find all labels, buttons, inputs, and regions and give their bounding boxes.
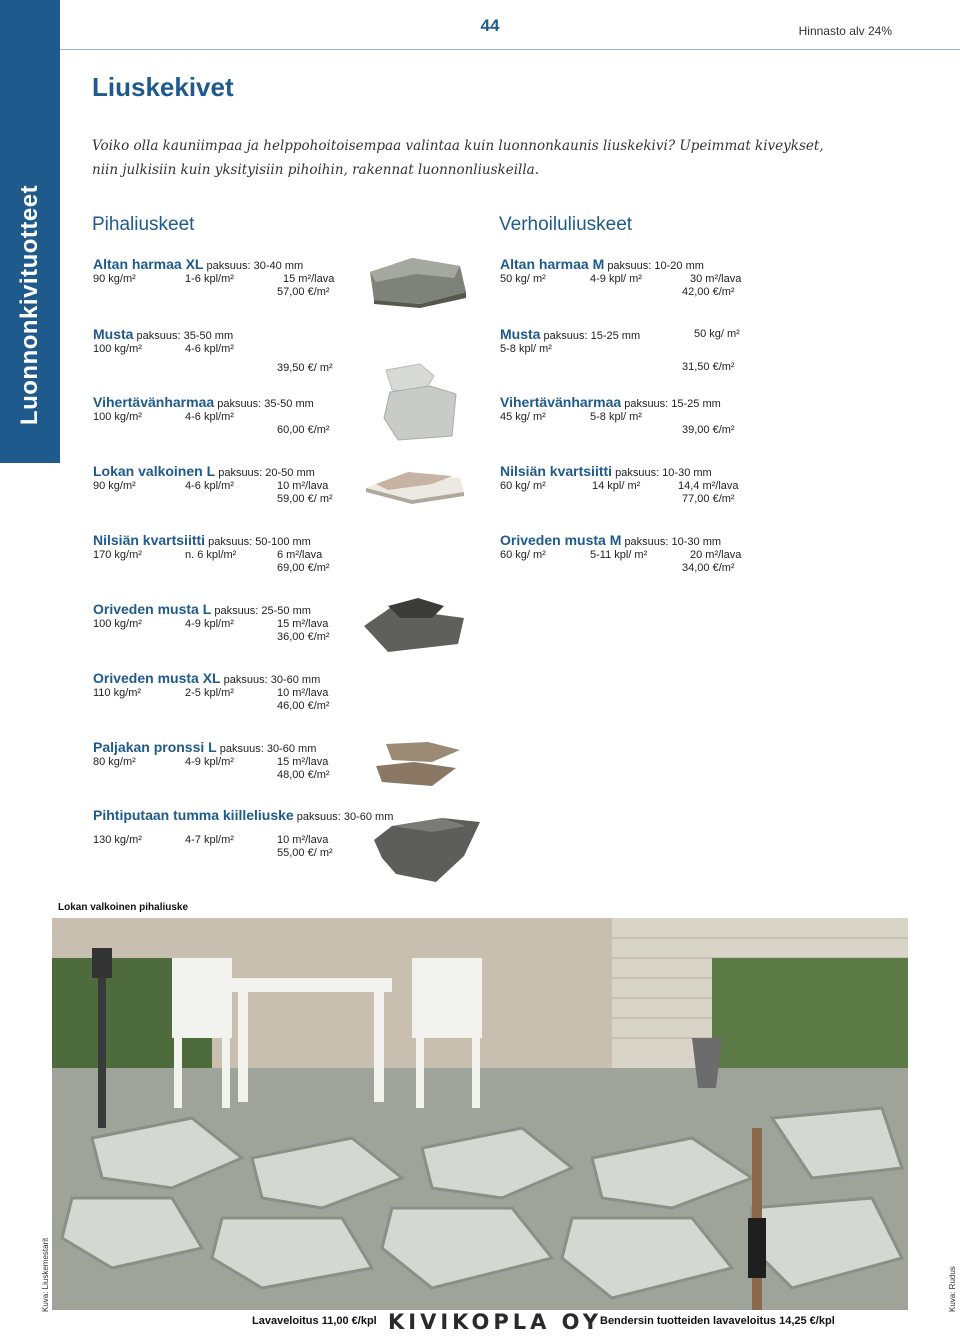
- product-altan-harmaa-xl: [93, 258, 353, 299]
- product-name: Oriveden musta L: [93, 601, 212, 617]
- product-pallet: 10 m²/lava: [277, 834, 329, 846]
- section-title-pihaliuskeet: Pihaliuskeet: [92, 214, 195, 235]
- product-thickness: paksuus: 50-100 mm: [208, 536, 311, 548]
- product-pcs: 1-6 kpl/m²: [185, 273, 234, 285]
- product-weight: 100 kg/m²: [93, 618, 142, 630]
- product-weight: 90 kg/m²: [93, 273, 136, 285]
- product-name: Paljakan pronssi L: [93, 739, 217, 755]
- product-nilsian-kvartsiitti: [93, 534, 353, 575]
- product-weight: 60 kg/ m²: [500, 480, 546, 492]
- photo-credit-right: Kuva: Rudus: [948, 1266, 957, 1312]
- stone-image-altan-harmaa: [362, 252, 468, 308]
- product-name: Musta: [500, 326, 541, 342]
- product-price: 42,00 €/m²: [682, 286, 735, 298]
- product-pcs: 5-8 kpl/ m²: [590, 411, 642, 423]
- sidebar-label: Luonnonkivituotteet: [16, 184, 43, 426]
- product-weight: 80 kg/m²: [93, 756, 136, 768]
- product-name: Oriveden musta XL: [93, 670, 221, 686]
- product-pcs: 4-6 kpl/m²: [185, 343, 234, 355]
- intro-text: Voiko olla kauniimpaa ja helppohoitoisempaa valintaa kuin luonnonkaunis liuskekivi? Upeimmat kiveykset, niin julkisiin kuin yksityisiin pihoihin, rakennat luonnonliuskeilla.: [92, 138, 824, 178]
- product-musta: [93, 328, 353, 375]
- product-pallet: 20 m²/lava: [690, 549, 742, 561]
- product-pcs: 2-5 kpl/m²: [185, 687, 234, 699]
- price-list-note: Hinnasto alv 24%: [798, 24, 892, 38]
- product-weight: 50 kg/ m²: [694, 328, 740, 340]
- product-altan-harmaa-m: [500, 258, 760, 299]
- stone-image-lokan-valkoinen: [362, 468, 468, 504]
- product-price: 48,00 €/m²: [277, 769, 330, 781]
- product-weight: 110 kg/m²: [93, 687, 142, 699]
- product-thickness: paksuus: 10-30 mm: [624, 536, 722, 548]
- patio-illustration: [52, 918, 908, 1310]
- product-price: 34,00 €/m²: [682, 562, 735, 574]
- product-pcs: 5-11 kpl/ m²: [590, 549, 648, 561]
- product-name: Oriveden musta M: [500, 532, 622, 548]
- product-name: Vihertävänharmaa: [500, 394, 622, 410]
- product-paljakan-pronssi-l: [93, 741, 353, 782]
- product-thickness: paksuus: 35-50 mm: [136, 330, 234, 342]
- page-number: 44: [480, 16, 500, 35]
- product-pcs: 5-8 kpl/ m²: [500, 343, 552, 355]
- product-name: Vihertävänharmaa: [93, 394, 215, 410]
- product-price: 39,00 €/m²: [682, 424, 735, 436]
- product-weight: 170 kg/m²: [93, 549, 142, 561]
- product-pallet: 15 m²/lava: [277, 756, 329, 768]
- product-pcs: 4-6 kpl/m²: [185, 411, 234, 423]
- product-name: Nilsiän kvartsiitti: [93, 532, 206, 548]
- product-thickness: paksuus: 30-60 mm: [223, 674, 321, 686]
- product-pallet: 6 m²/lava: [277, 549, 323, 561]
- stone-image-vihertavanharmaa: [380, 362, 460, 442]
- product-pallet: 15 m²/lava: [277, 618, 329, 630]
- product-vihertavanharmaa: [93, 396, 353, 437]
- product-pallet: 10 m²/lava: [277, 480, 329, 492]
- product-pcs: 4-9 kpl/m²: [185, 618, 234, 630]
- product-lokan-valkoinen-l: [93, 465, 353, 506]
- product-pallet: 10 m²/lava: [277, 687, 329, 699]
- product-oriveden-musta-m: [500, 534, 760, 575]
- patio-photo: [52, 918, 908, 1310]
- section-title-verhoiluliuskeet: Verhoiluliuskeet: [499, 214, 633, 235]
- page-title: Liuskekivet: [92, 72, 234, 102]
- product-name: Pihtiputaan tumma kiilleliuske: [93, 807, 294, 823]
- product-price: 59,00 €/ m²: [277, 493, 333, 505]
- product-pcs: 4-9 kpl/ m²: [590, 273, 642, 285]
- product-thickness: paksuus: 15-25 mm: [543, 330, 641, 342]
- product-pcs: 4-9 kpl/m²: [185, 756, 234, 768]
- product-thickness: paksuus: 30-40 mm: [206, 260, 304, 272]
- product-name: Lokan valkoinen L: [93, 463, 216, 479]
- stone-image-oriveden-musta: [360, 596, 466, 656]
- product-thickness: paksuus: 25-50 mm: [214, 605, 311, 617]
- product-thickness: paksuus: 10-30 mm: [615, 467, 712, 479]
- product-price: 55,00 €/ m²: [277, 847, 333, 859]
- product-weight: 130 kg/m²: [93, 834, 142, 846]
- product-price: 46,00 €/m²: [277, 700, 330, 712]
- footer-pallet-fee: Lavaveloitus 11,00 €/kpl: [252, 1315, 377, 1327]
- product-oriveden-musta-xl: [93, 672, 353, 713]
- product-thickness: paksuus: 30-60 mm: [296, 811, 394, 823]
- product-vihertavanharmaa-verhoilu: [500, 396, 760, 437]
- product-weight: 100 kg/m²: [93, 411, 142, 423]
- product-name: Musta: [93, 326, 134, 342]
- product-price: 31,50 €/m²: [682, 361, 735, 373]
- stone-image-pihtiputaan: [372, 808, 482, 888]
- product-thickness: paksuus: 35-50 mm: [217, 398, 314, 410]
- product-weight: 50 kg/ m²: [500, 273, 546, 285]
- product-weight: 60 kg/ m²: [500, 549, 546, 561]
- product-thickness: paksuus: 30-60 mm: [219, 743, 317, 755]
- product-nilsian-kvartsiitti-verhoilu: [500, 465, 760, 506]
- product-name: Altan harmaa M: [500, 256, 605, 272]
- photo-credit-left: Kuva: Liuskemestarit: [41, 1237, 50, 1312]
- product-pcs: 14 kpl/ m²: [592, 480, 641, 492]
- product-price: 69,00 €/m²: [277, 562, 330, 574]
- product-oriveden-musta-l: [93, 603, 353, 644]
- stone-image-paljakan-pronssi: [372, 740, 464, 790]
- photo-caption: Lokan valkoinen pihaliuske: [58, 902, 189, 913]
- product-weight: 45 kg/ m²: [500, 411, 546, 423]
- product-price: 39,50 €/ m²: [277, 362, 333, 374]
- product-pallet: 15 m²/lava: [283, 273, 335, 285]
- product-pcs: 4-7 kpl/m²: [185, 834, 234, 846]
- product-musta-verhoilu: [500, 328, 760, 374]
- product-price: 77,00 €/m²: [682, 493, 735, 505]
- product-price: 60,00 €/m²: [277, 424, 330, 436]
- product-pcs: 4-6 kpl/m²: [185, 480, 234, 492]
- product-price: 36,00 €/m²: [277, 631, 330, 643]
- product-weight: 90 kg/m²: [93, 480, 136, 492]
- product-thickness: paksuus: 15-25 mm: [624, 398, 721, 410]
- product-thickness: paksuus: 20-50 mm: [218, 467, 315, 479]
- footer-benders-fee: Bendersin tuotteiden lavaveloitus 14,25 €/kpl: [600, 1315, 835, 1327]
- product-pallet: 14,4 m²/lava: [678, 480, 739, 492]
- product-thickness: paksuus: 10-20 mm: [607, 260, 704, 272]
- product-pcs: n. 6 kpl/m²: [185, 549, 237, 561]
- sidebar-tab: [0, 0, 60, 463]
- product-name: Altan harmaa XL: [93, 256, 204, 272]
- product-pallet: 30 m²/lava: [690, 273, 742, 285]
- product-price: 57,00 €/m²: [277, 286, 330, 298]
- product-weight: 100 kg/m²: [93, 343, 142, 355]
- kivikopla-logo: KIVIKOPLA OY: [388, 1310, 602, 1334]
- product-name: Nilsiän kvartsiitti: [500, 463, 613, 479]
